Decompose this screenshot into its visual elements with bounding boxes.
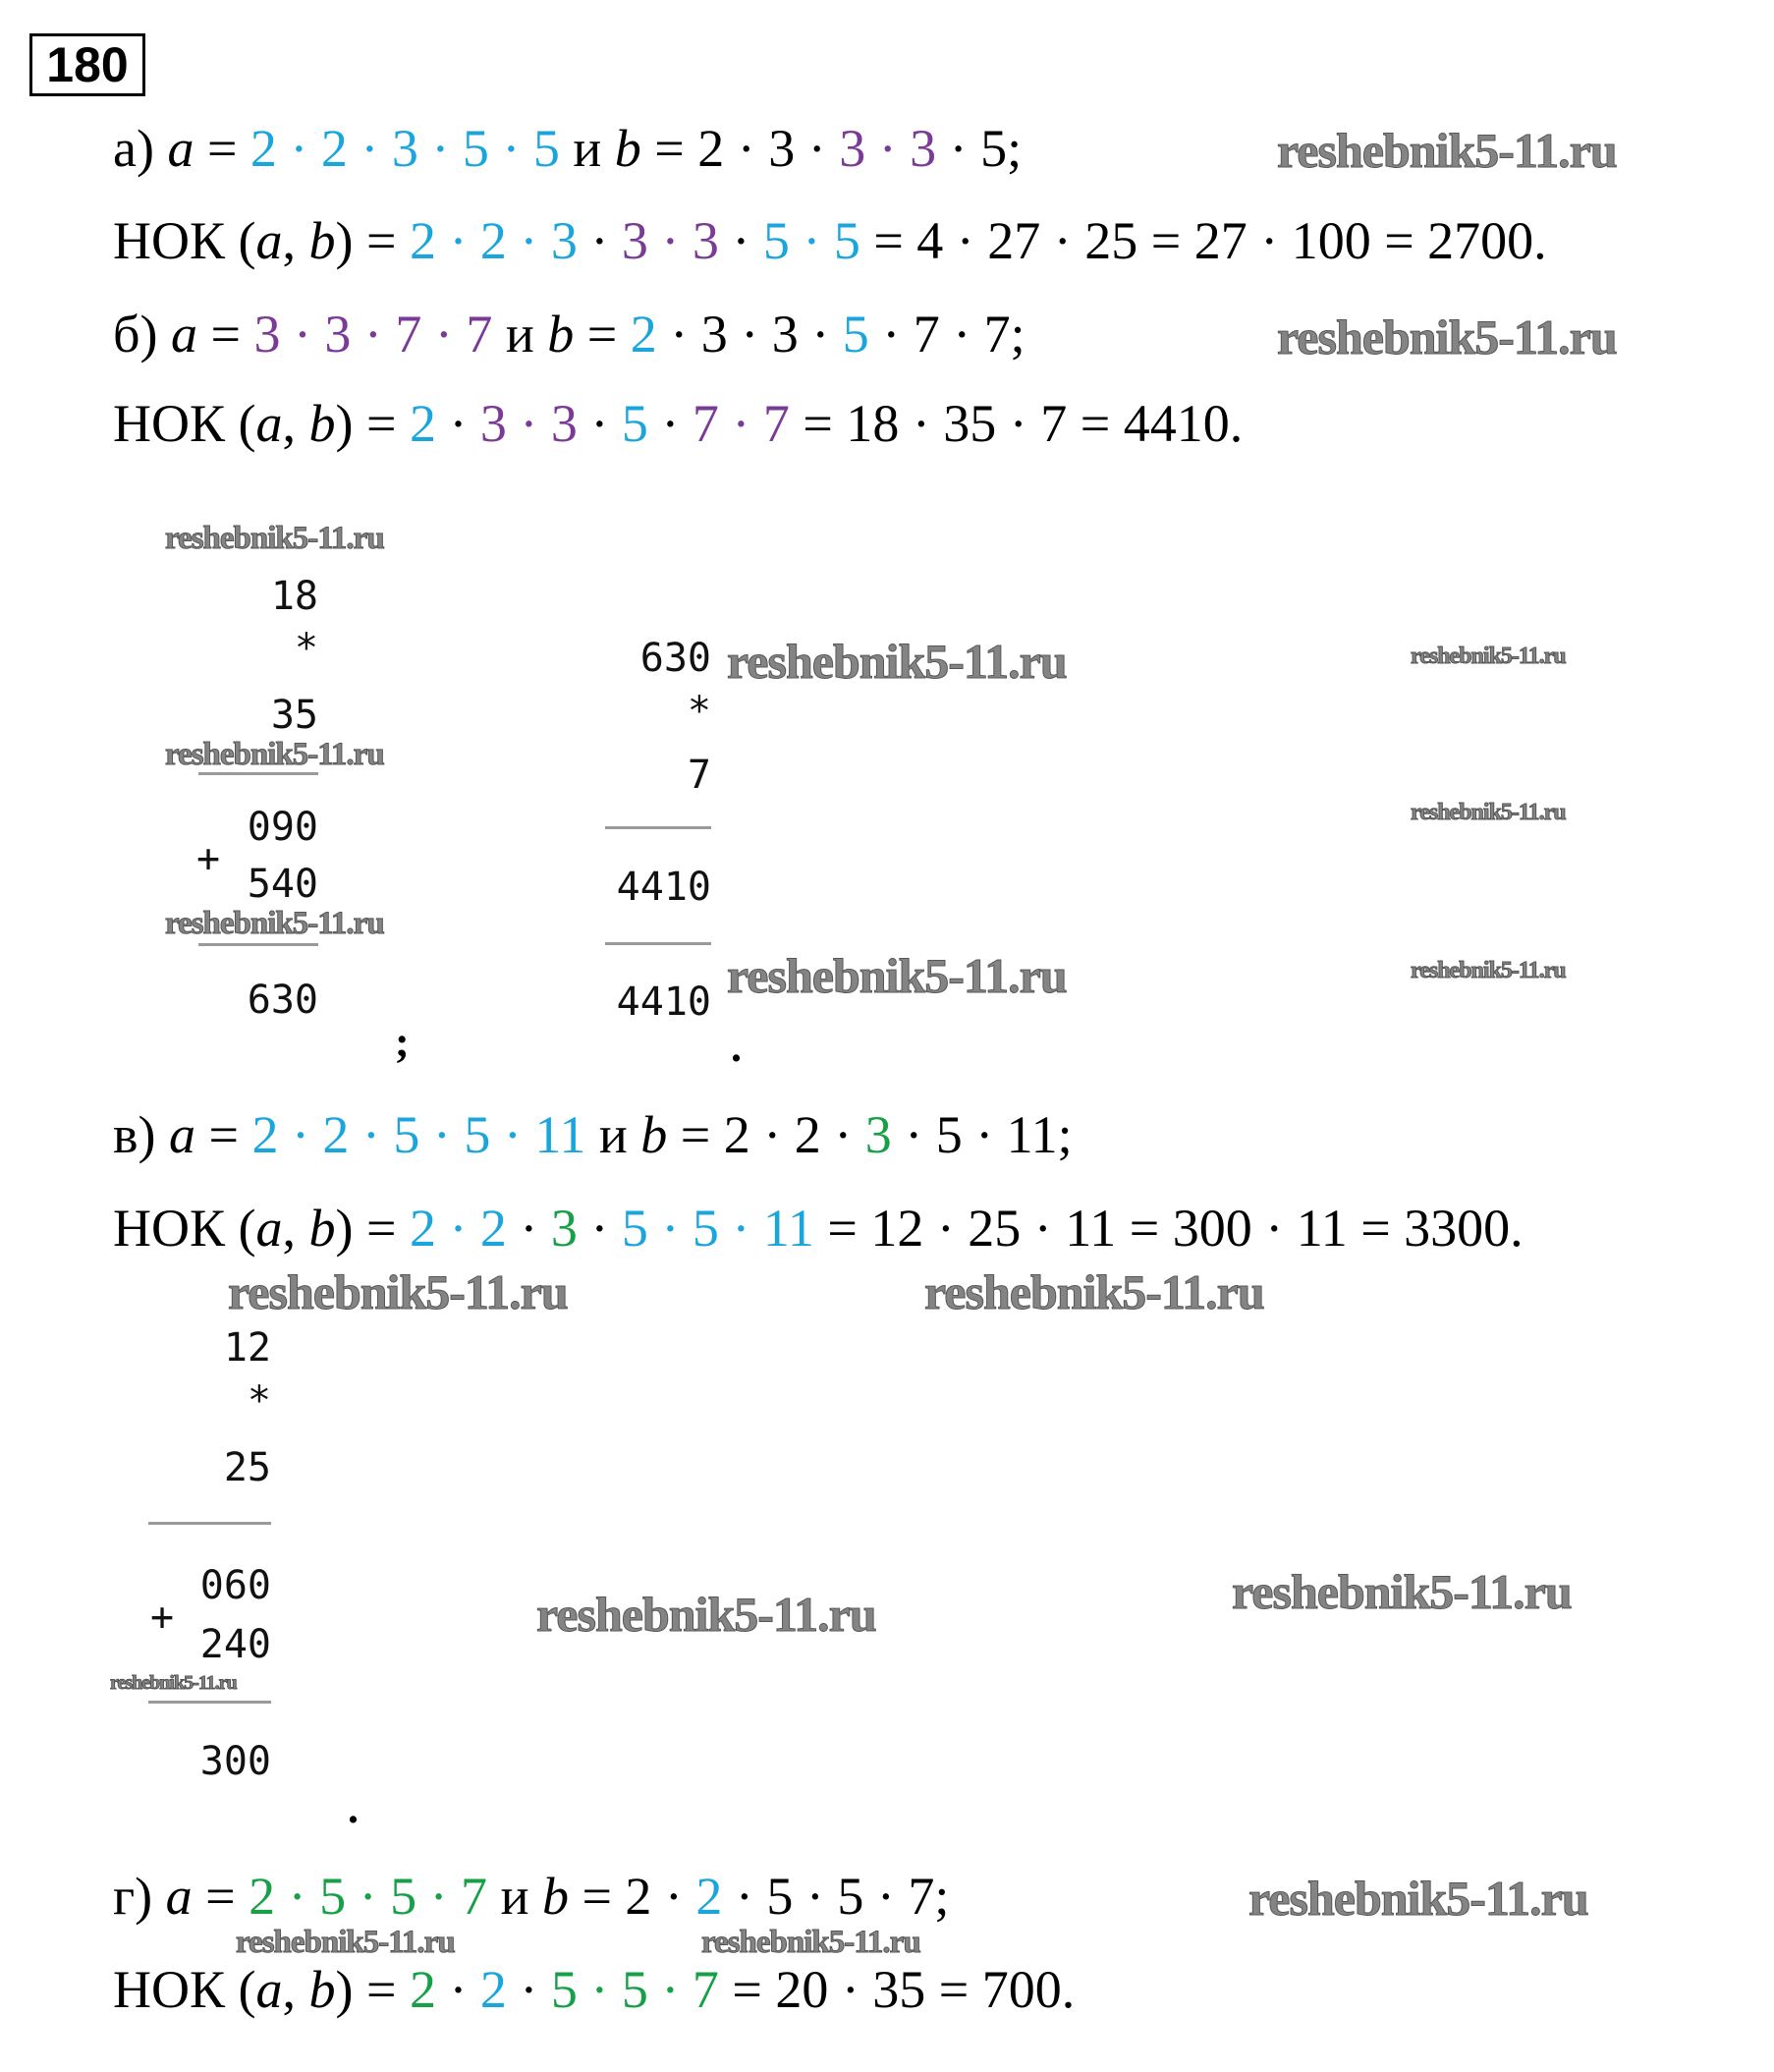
watermark: reshebnik5-11.ru bbox=[165, 906, 384, 941]
multiplier: 35 bbox=[270, 693, 318, 738]
math-text: = 2 · bbox=[568, 1867, 696, 1926]
multiplier: 7 bbox=[687, 753, 711, 798]
highlighted-factors: 2 · 2 · 3 · 5 · 5 bbox=[249, 119, 560, 178]
highlighted-factors: 3 · 3 bbox=[479, 394, 578, 453]
partial-product: 4410 bbox=[616, 865, 711, 910]
multiplicand: 18 bbox=[270, 574, 318, 619]
watermark: reshebnik5-11.ru bbox=[727, 948, 1067, 1003]
math-text: ) = bbox=[335, 394, 410, 453]
highlighted-factors: 2 bbox=[409, 1960, 436, 2019]
math-line-b-factors bbox=[113, 305, 1026, 364]
watermark: reshebnik5-11.ru bbox=[1248, 1871, 1588, 1926]
math-text: · bbox=[647, 394, 693, 453]
math-text: = bbox=[194, 1105, 252, 1164]
product: 300 bbox=[199, 1739, 271, 1784]
math-text: и bbox=[585, 1105, 641, 1164]
variable: b bbox=[308, 211, 336, 270]
math-text: · 7 · 7; bbox=[868, 305, 1026, 364]
divider-line bbox=[605, 942, 711, 945]
math-text: НОК ( bbox=[113, 394, 256, 453]
math-text: б) bbox=[113, 305, 171, 364]
variable: b bbox=[614, 119, 641, 178]
math-text: = 4 · 27 · 25 = 27 · 100 = 2700. bbox=[859, 211, 1547, 270]
variable: b bbox=[308, 394, 336, 453]
highlighted-factors: 2 · 2 · 3 bbox=[409, 211, 578, 270]
math-text: , bbox=[282, 211, 309, 270]
variable: a bbox=[255, 1199, 283, 1258]
math-text: · bbox=[506, 1960, 551, 2019]
divider-line bbox=[605, 826, 711, 829]
math-text: = 20 · 35 = 700. bbox=[718, 1960, 1076, 2019]
variable: a bbox=[255, 211, 283, 270]
math-text: ) = bbox=[335, 1199, 410, 1258]
highlighted-factors: 2 bbox=[695, 1867, 723, 1926]
variable: a bbox=[165, 1867, 193, 1926]
math-line-a-factors bbox=[113, 119, 1022, 178]
highlighted-factors: 2 bbox=[409, 394, 436, 453]
variable: a bbox=[255, 1960, 283, 2019]
watermark: reshebnik5-11.ru bbox=[1277, 309, 1617, 364]
math-text: · bbox=[577, 211, 622, 270]
watermark: reshebnik5-11.ru bbox=[1277, 123, 1617, 178]
product: 630 bbox=[247, 978, 318, 1023]
math-text: · 5 · 5 · 7; bbox=[722, 1867, 950, 1926]
punctuation: . bbox=[348, 1784, 359, 1832]
divider-line bbox=[148, 1522, 271, 1525]
math-text: · 5 · 11; bbox=[891, 1105, 1073, 1164]
variable: b bbox=[541, 1867, 569, 1926]
multiply-sign: * bbox=[294, 626, 318, 671]
highlighted-factors: 5 bbox=[621, 394, 648, 453]
divider-line bbox=[148, 1701, 271, 1704]
watermark: reshebnik5-11.ru bbox=[1232, 1564, 1572, 1619]
variable: b bbox=[308, 1199, 336, 1258]
watermark: reshebnik5-11.ru bbox=[727, 634, 1067, 689]
highlighted-factors: 2 · 5 · 5 · 7 bbox=[249, 1867, 488, 1926]
highlighted-factors: 5 · 5 · 11 bbox=[621, 1199, 814, 1258]
exercise-number: 180 bbox=[29, 33, 145, 96]
math-text: · 5; bbox=[936, 119, 1023, 178]
partial-product: 090 bbox=[247, 805, 318, 850]
punctuation: ; bbox=[395, 1018, 410, 1066]
highlighted-factors: 3 bbox=[550, 1199, 578, 1258]
math-text: = bbox=[194, 119, 250, 178]
watermark: reshebnik5-11.ru bbox=[236, 1925, 455, 1960]
variable: a bbox=[167, 119, 194, 178]
punctuation: . bbox=[731, 1023, 742, 1071]
variable: b bbox=[308, 1960, 336, 2019]
multiplicand: 630 bbox=[639, 636, 711, 681]
math-line-g-lcm bbox=[113, 1960, 1075, 2019]
highlighted-factors: 2 bbox=[479, 1960, 507, 2019]
math-text: = bbox=[574, 305, 631, 364]
product: 4410 bbox=[616, 980, 711, 1025]
math-text: а) bbox=[113, 119, 168, 178]
math-text: · bbox=[435, 394, 480, 453]
multiplier: 25 bbox=[223, 1445, 271, 1490]
math-text: , bbox=[282, 1960, 309, 2019]
watermark: reshebnik5-11.ru bbox=[165, 521, 384, 556]
highlighted-factors: 2 bbox=[630, 305, 657, 364]
math-text: НОК ( bbox=[113, 211, 256, 270]
math-text: = bbox=[196, 305, 254, 364]
math-text: = 12 · 25 · 11 = 300 · 11 = 3300. bbox=[813, 1199, 1524, 1258]
math-line-a-lcm bbox=[113, 211, 1547, 270]
partial-product: 060 bbox=[199, 1563, 271, 1608]
math-text: = 2 · 3 · bbox=[640, 119, 840, 178]
highlighted-factors: 5 · 5 bbox=[762, 211, 860, 270]
watermark: reshebnik5-11.ru bbox=[110, 1672, 237, 1694]
watermark: reshebnik5-11.ru bbox=[536, 1587, 876, 1642]
math-text: · bbox=[718, 211, 763, 270]
math-text: · 3 · 3 · bbox=[656, 305, 843, 364]
variable: a bbox=[168, 1105, 195, 1164]
math-text: и bbox=[487, 1867, 542, 1926]
variable: b bbox=[640, 1105, 668, 1164]
divider-line bbox=[198, 943, 318, 946]
math-text: · bbox=[577, 1199, 622, 1258]
math-text: , bbox=[282, 394, 309, 453]
math-line-v-lcm bbox=[113, 1199, 1524, 1258]
watermark: reshebnik5-11.ru bbox=[1411, 800, 1566, 825]
plus-sign: + bbox=[150, 1595, 175, 1640]
partial-product: 240 bbox=[199, 1622, 271, 1667]
math-text: НОК ( bbox=[113, 1199, 256, 1258]
watermark: reshebnik5-11.ru bbox=[165, 737, 384, 772]
math-text: НОК ( bbox=[113, 1960, 256, 2019]
watermark: reshebnik5-11.ru bbox=[701, 1925, 920, 1960]
math-text: = 18 · 35 · 7 = 4410. bbox=[789, 394, 1244, 453]
math-text: ) = bbox=[335, 211, 410, 270]
math-text: · bbox=[435, 1960, 480, 2019]
math-line-b-lcm bbox=[113, 394, 1243, 453]
math-text: · bbox=[506, 1199, 551, 1258]
divider-line bbox=[198, 772, 318, 775]
math-text: · bbox=[577, 394, 622, 453]
partial-product: 540 bbox=[247, 862, 318, 907]
highlighted-factors: 3 · 3 bbox=[621, 211, 719, 270]
variable: a bbox=[255, 394, 283, 453]
math-text: и bbox=[559, 119, 615, 178]
math-line-v-factors bbox=[113, 1105, 1073, 1164]
math-text: ) = bbox=[335, 1960, 410, 2019]
variable: a bbox=[170, 305, 197, 364]
watermark: reshebnik5-11.ru bbox=[1411, 644, 1566, 669]
watermark: reshebnik5-11.ru bbox=[1411, 958, 1566, 983]
multiplicand: 12 bbox=[223, 1325, 271, 1371]
highlighted-factors: 2 · 2 bbox=[409, 1199, 507, 1258]
highlighted-factors: 3 · 3 · 7 · 7 bbox=[253, 305, 493, 364]
math-text: = 2 · 2 · bbox=[667, 1105, 865, 1164]
variable: b bbox=[547, 305, 575, 364]
highlighted-factors: 3 · 3 bbox=[839, 119, 937, 178]
multiply-sign: * bbox=[247, 1378, 271, 1424]
highlighted-factors: 5 bbox=[842, 305, 869, 364]
multiply-sign: * bbox=[687, 689, 711, 734]
math-text: г) bbox=[113, 1867, 166, 1926]
math-text: в) bbox=[113, 1105, 169, 1164]
math-text: и bbox=[492, 305, 548, 364]
plus-sign: + bbox=[196, 836, 221, 881]
math-text: , bbox=[282, 1199, 309, 1258]
math-text: = bbox=[192, 1867, 249, 1926]
highlighted-factors: 7 · 7 bbox=[692, 394, 790, 453]
highlighted-factors: 5 · 5 · 7 bbox=[550, 1960, 719, 2019]
watermark: reshebnik5-11.ru bbox=[924, 1264, 1264, 1319]
highlighted-factors: 3 bbox=[864, 1105, 892, 1164]
watermark: reshebnik5-11.ru bbox=[228, 1264, 568, 1319]
math-line-g-factors bbox=[113, 1867, 949, 1926]
highlighted-factors: 2 · 2 · 5 · 5 · 11 bbox=[251, 1105, 586, 1164]
